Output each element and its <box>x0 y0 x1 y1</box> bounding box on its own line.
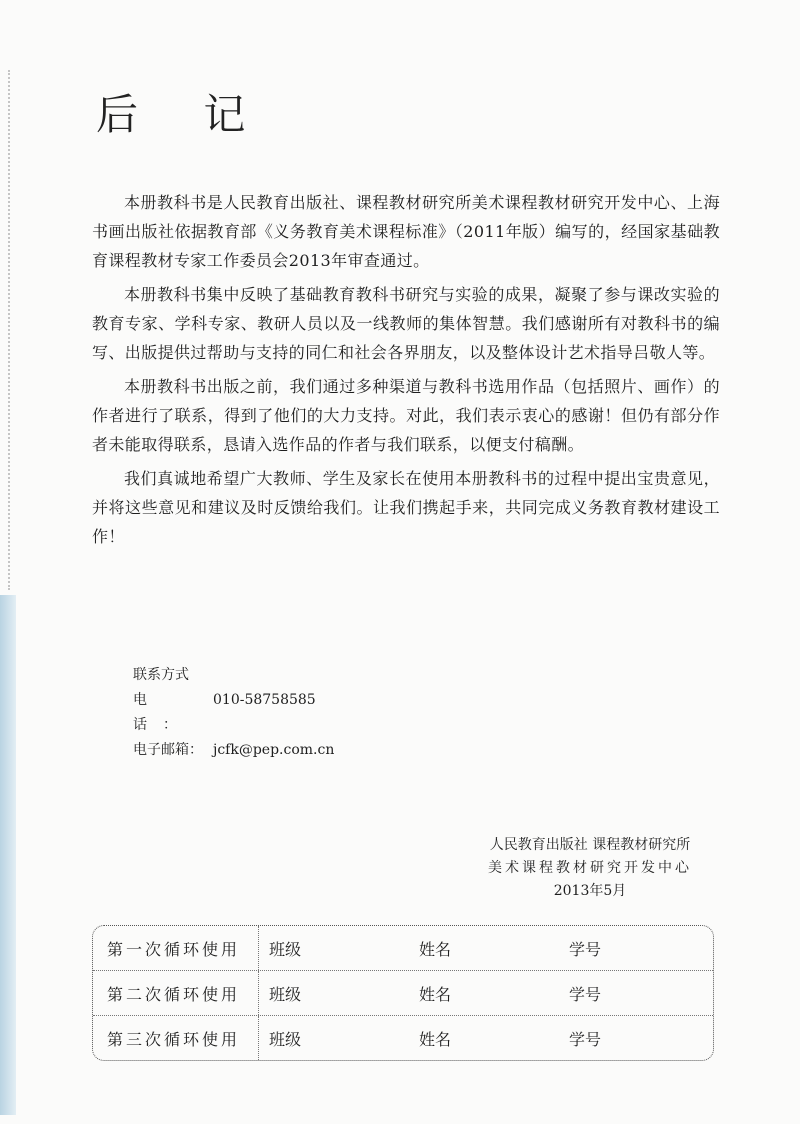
paragraph: 我们真诚地希望广大教师、学生及家长在使用本册教科书的过程中提出宝贵意见，并将这些意见和建议及时反馈给我们。让我们携起手来，共同完成义务教育教材建设工作！ <box>92 469 720 546</box>
afterword-body <box>92 188 720 556</box>
phone-label: 电话： <box>133 692 193 733</box>
phone-row <box>133 688 334 738</box>
student-id-cell: 学号 <box>569 984 602 1004</box>
page-edge-dots <box>8 70 10 590</box>
paragraph: 本册教科书是人民教育出版社、课程教材研究所美术课程教材研究开发中心、上海书画出版社依据教育部《义务教育美术课程标准》（2011年版）编写的，经国家基础教育课程教材专家工作委员会2013年审查通过。 <box>92 193 720 270</box>
table-row <box>93 970 713 1015</box>
student-id-cell: 学号 <box>569 1029 602 1049</box>
cycle-cell: 第一次循环使用 <box>93 926 259 970</box>
email-row <box>133 738 334 763</box>
email-address: jcfk@pep.com.cn <box>213 742 335 758</box>
page-edge-color-bar <box>0 595 16 1115</box>
table-row <box>93 1015 713 1060</box>
class-cell: 班级 <box>269 1029 302 1049</box>
page-title: 后 记 <box>96 90 272 139</box>
signature-publisher: 人民教育出版社 课程教材研究所 <box>489 837 691 853</box>
phone-number: 010-58758585 <box>213 692 316 708</box>
cycle-cell: 第二次循环使用 <box>93 971 259 1015</box>
name-cell: 姓名 <box>419 984 452 1004</box>
email-label: 电子邮箱： <box>133 742 203 758</box>
class-cell: 班级 <box>269 939 302 959</box>
cycle-cell: 第三次循环使用 <box>93 1016 259 1060</box>
name-cell: 姓名 <box>419 939 452 959</box>
class-cell: 班级 <box>269 984 302 1004</box>
signature-block <box>440 834 740 903</box>
signature-center: 美术课程教材研究开发中心 <box>488 860 692 876</box>
paragraph: 本册教科书集中反映了基础教育教科书研究与实验的成果，凝聚了参与课改实验的教育专家、学科专家、教研人员以及一线教师的集体智慧。我们感谢所有对教科书的编写、出版提供过帮助与支持的同仁和社会各界朋友，以及整体设计艺术指导吕敬人等。 <box>92 285 720 362</box>
name-cell: 姓名 <box>419 1029 452 1049</box>
paragraph: 本册教科书出版之前，我们通过多种渠道与教科书选用作品（包括照片、画作）的作者进行了联系，得到了他们的大力支持。对此，我们表示衷心的感谢！但仍有部分作者未能取得联系，恳请入选作品的作者与我们联系，以便支付稿酬。 <box>92 377 720 454</box>
usage-record-table <box>92 925 714 1061</box>
contact-info <box>133 663 334 763</box>
student-id-cell: 学号 <box>569 939 602 959</box>
signature-date: 2013年5月 <box>553 883 627 899</box>
table-row <box>93 926 713 970</box>
contact-heading: 联系方式 <box>133 667 189 683</box>
